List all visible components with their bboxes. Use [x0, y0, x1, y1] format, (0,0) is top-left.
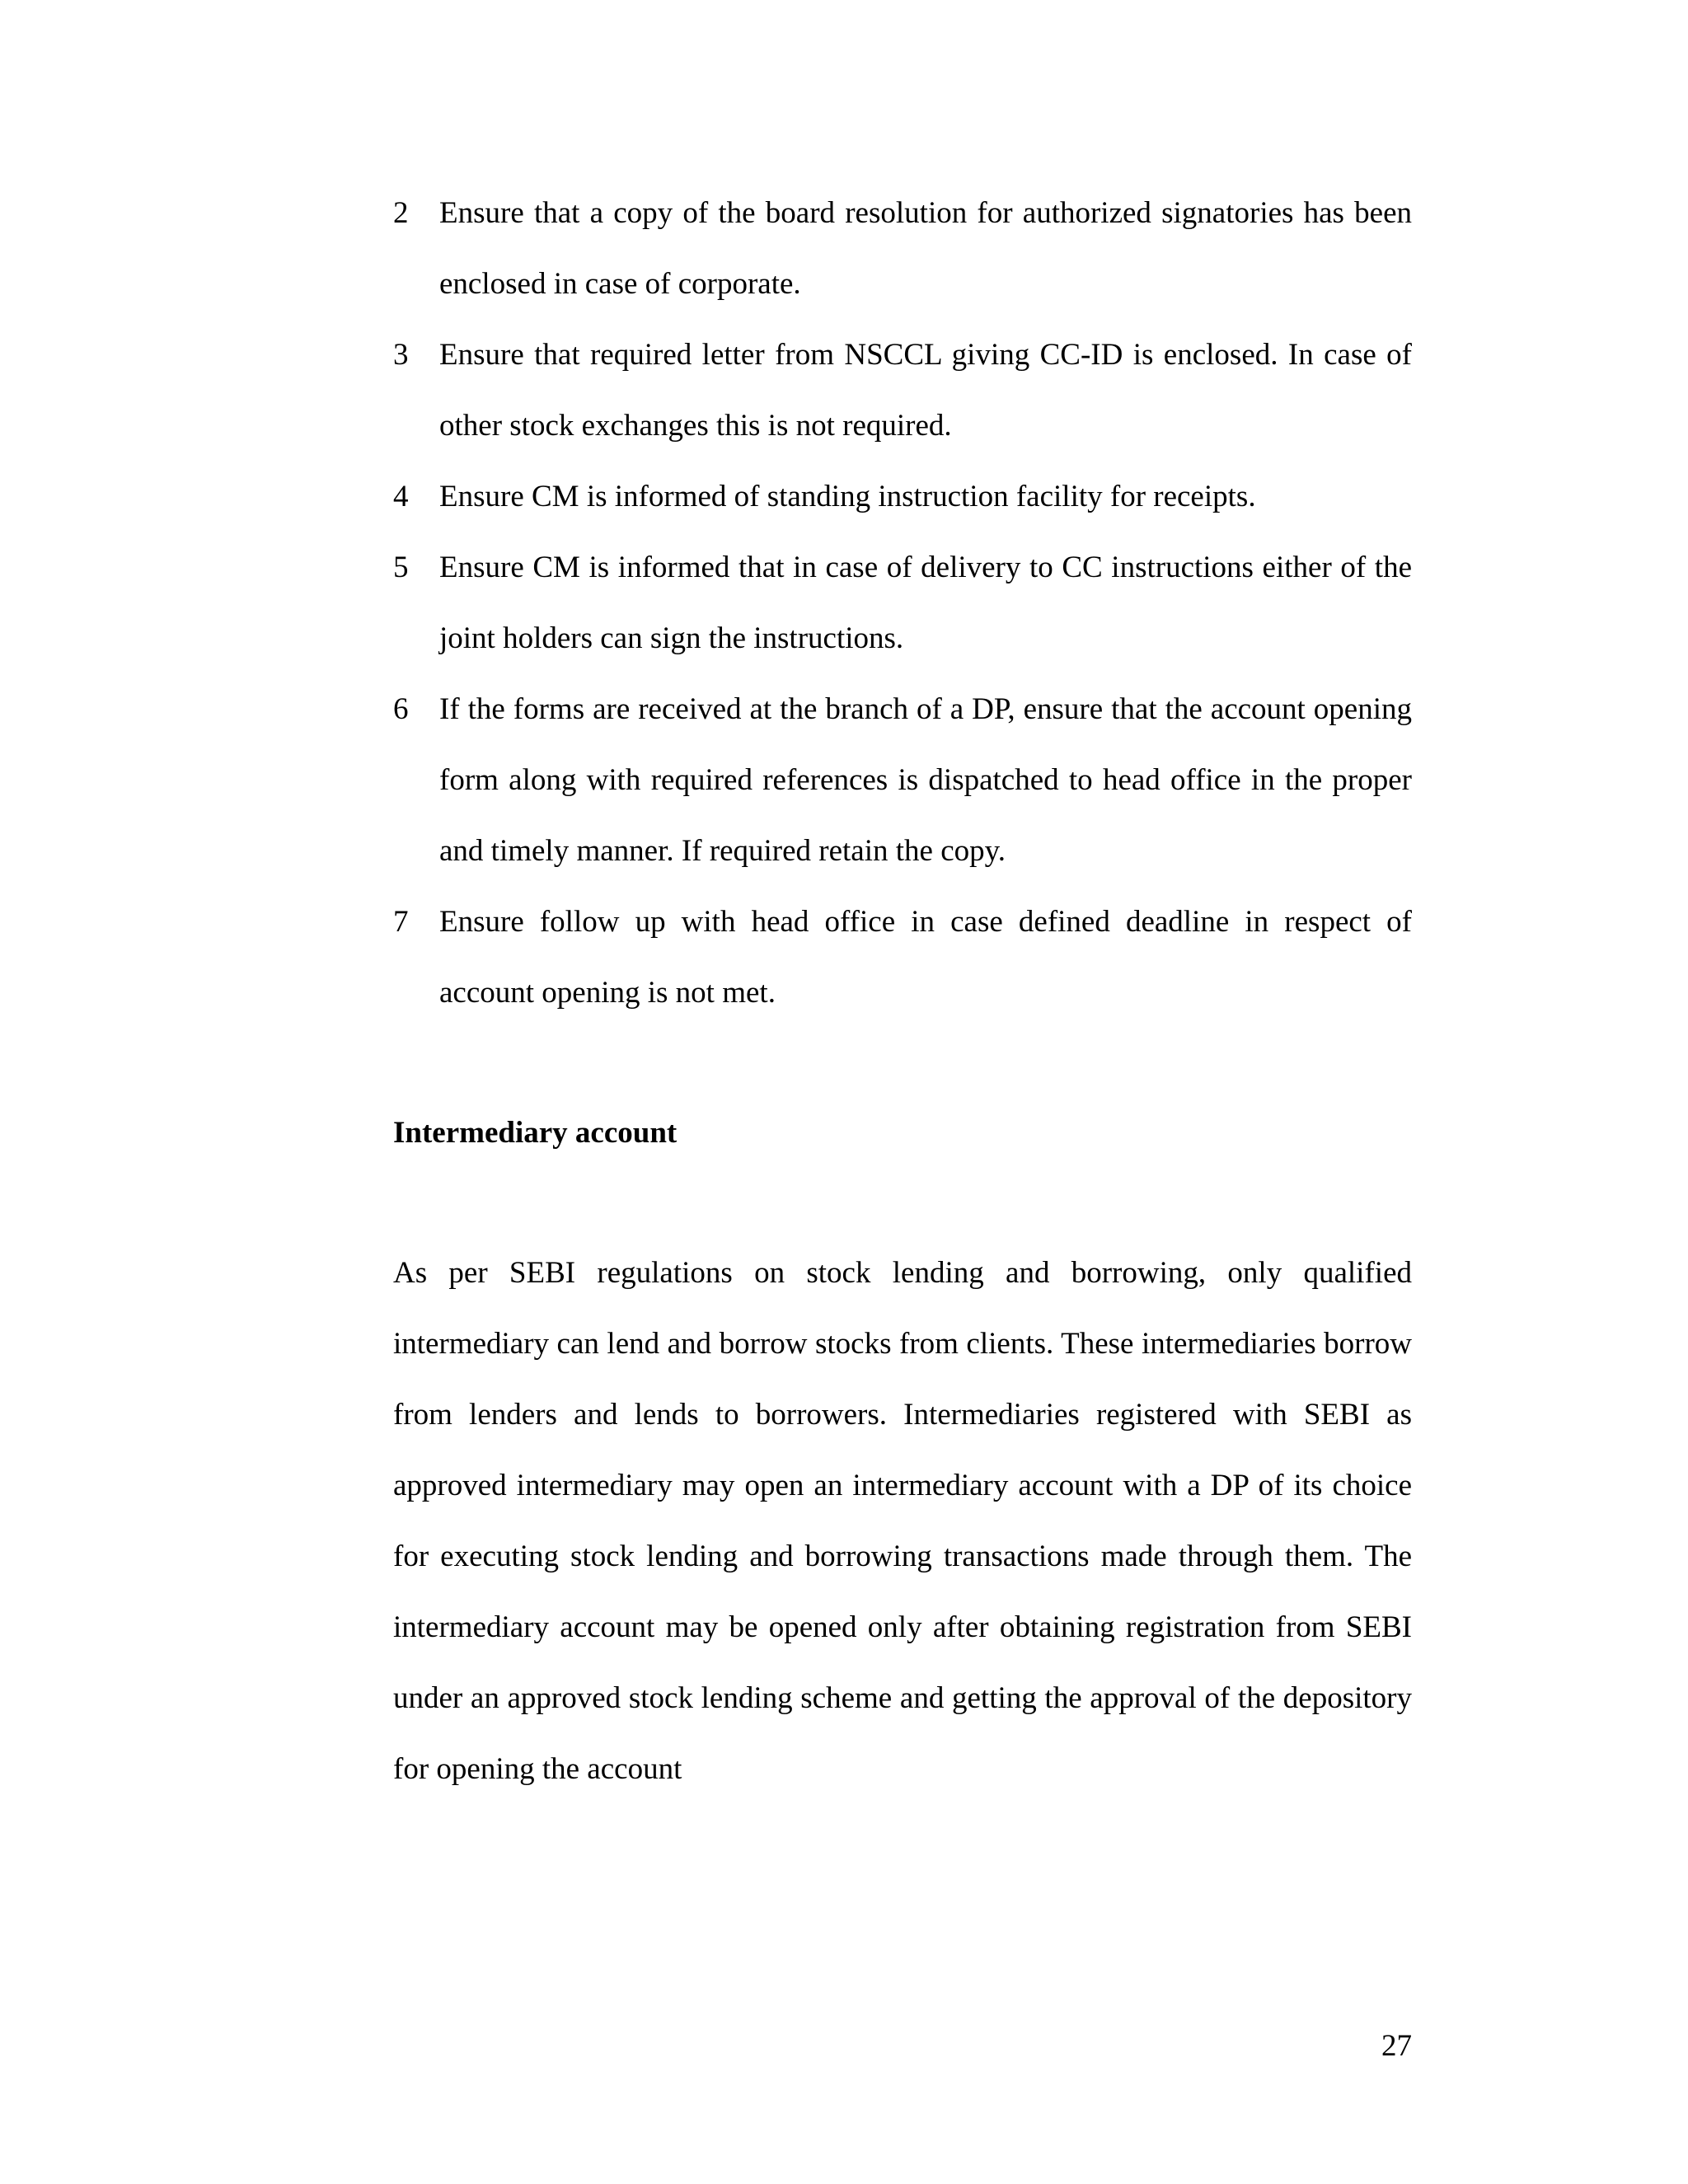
list-item-text: Ensure CM is informed of standing instruction facility for receipts. — [439, 480, 1256, 513]
list-item-number: 3 — [393, 338, 409, 372]
list-item-number: 7 — [393, 905, 409, 939]
list-item — [393, 887, 1412, 1029]
section-heading: Intermediary account — [393, 1116, 678, 1150]
list-item-text: Ensure that a copy of the board resolution for authorized signatories has been enclosed in case of corporate. — [439, 196, 1412, 301]
list-item — [393, 320, 1412, 462]
list-item-text: If the forms are received at the branch of a DP, ensure that the account opening form along with required references is dispatched to head office in the proper and timely manner. If required retain the copy. — [439, 692, 1412, 868]
list-item-text: Ensure follow up with head office in case defined deadline in respect of account opening is not met. — [439, 905, 1412, 1010]
list-item-text: Ensure that required letter from NSCCL giving CC-ID is enclosed. In case of other stock exchanges this is not required. — [439, 338, 1412, 443]
list-item — [393, 178, 1412, 320]
checklist — [393, 178, 1412, 1029]
list-item-number: 6 — [393, 692, 409, 726]
list-item — [393, 532, 1412, 674]
list-item — [393, 462, 1412, 532]
page-content — [393, 178, 1412, 1835]
list-item — [393, 674, 1412, 887]
page-number: 27 — [1381, 2029, 1412, 2063]
list-item-number: 4 — [393, 480, 409, 513]
body-paragraph: As per SEBI regulations on stock lending and borrowing, only qualified intermediary can lend and borrow stocks from clients. These intermediaries borrow from lenders and lends to borrowers. Intermediaries registered with SEBI as approved intermediary may open an intermediary account with a DP of its choice for executing stock lending and borrowing transactions made through them. The intermediary account may be opened only after obtaining registration from SEBI under an approved stock lending scheme and getting the approval of the depository for opening the account — [393, 1256, 1412, 1786]
list-item-number: 5 — [393, 551, 409, 584]
list-item-number: 2 — [393, 196, 409, 230]
list-item-text: Ensure CM is informed that in case of delivery to CC instructions either of the joint holders can sign the instructions. — [439, 551, 1412, 655]
